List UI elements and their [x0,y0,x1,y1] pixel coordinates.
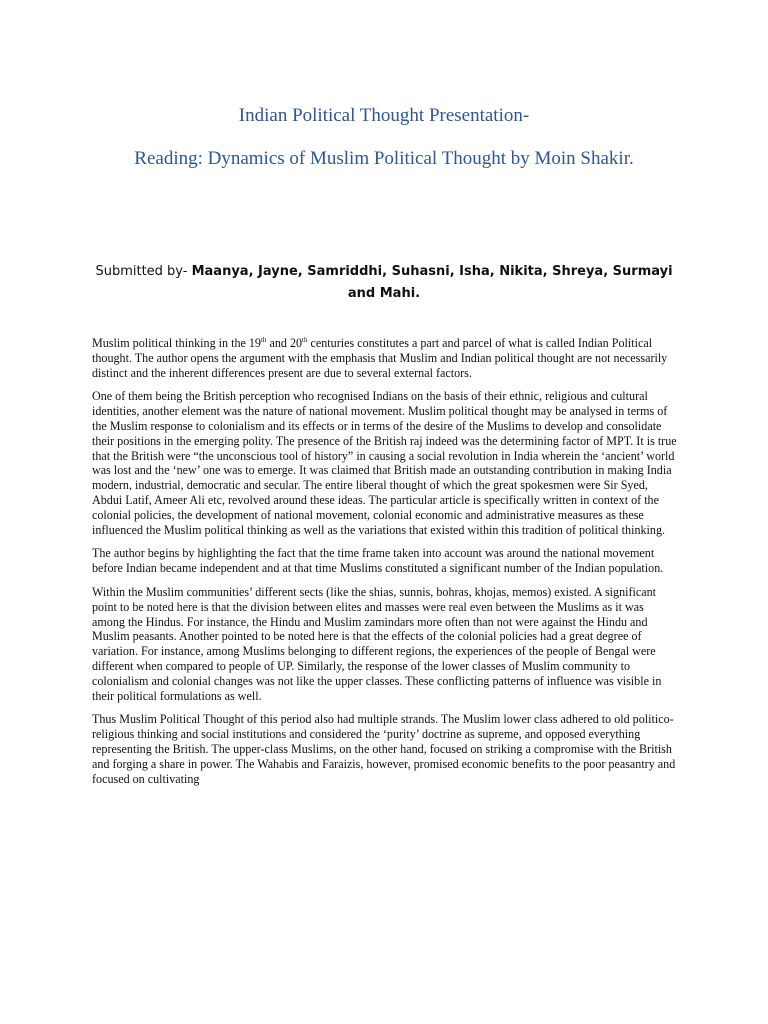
paragraph-3: The author begins by highlighting the fact that the time frame taken into account was around the national movement before Indian became independent and at that time Muslims constituted a significant number of the Indian population. [92,546,664,576]
paragraph-4: Within the Muslim communities’ different sects (like the shias, sunnis, bohras, khojas, memos) existed. A significant point to be noted here is that the division between elites and masses were real even between the Muslims as it was among the Hindus. For instance, the Hindu and Muslim zamindars more often than not were against the Hindu and Muslim peasants. Another pointed to be noted here is that the effects of the colonial policies had a great degree of variation. For instance, among Muslims belonging to different regions, the experiences of the people of Bengal were different when compared to people of UP. Similarly, the response of the lower classes of Muslim community to colonialism and colonial changes was not like the upper classes. These conflicting patterns of influence was visible in their political formulations as well. [92,584,662,703]
superscript-th: th [302,335,308,344]
document-title: Indian Political Thought Presentation- [238,105,530,126]
paragraph-2: One of them being the British perception who recognised Indians on the basis of their ethnic, religious and cultural identities, another element was the nature of national movement. Muslim political thought may be analysed in terms of the Muslim response to colonialism and its effects or in terms of the desire of the Muslims to develop and consolidate their positions in the emerging polity. The presence of the British raj indeed was the determining factor of MPT. It is true that the British were “the unconscious tool of history” in causing a social revolution in India wherein the ‘ancient’ world was lost and the ‘new’ one was to emerge. It was claimed that British made an outstanding contribution in making India modern, industrial, democratic and secular. The entire liberal thought of which the great spokesmen were Sir Syed, Abdui Latif, Ameer Ali etc, revolved around these ideas. The particular article is specifically written in context of the colonial policies, the development of national movement, colonial economic and administrative measures as these influenced the Muslim political thinking as well as the variations that existed within this tradition of political thinking. [92,389,677,537]
paragraph-1-text-c: centuries constitutes a part and parcel of what is called Indian Political thought. The author opens the argument with the emphasis that Muslim and Indian political thought are not necessarily distinct and the inherent differences present are due to several external factors. [92,336,668,380]
paragraph-1 [92,336,678,380]
submitted-by-names: Maanya, Jayne, Samriddhi, Suhasni, Isha, Nikita, Shreya, Surmayi and Mahi. [191,264,673,301]
superscript-th: th [260,335,267,344]
paragraph-5: Thus Muslim Political Thought of this period also had multiple strands. The Muslim lower class adhered to old politico-religious thinking and social institutions and considered the ‘purity’ doctrine as supreme, and opposed everything representing the British. The upper-class Muslims, on the other hand, focused on striking a compromise with the British and forging a share in power. The Wahabis and Faraizis, however, promised economic benefits to the poor peasantry and focused on cultivating [92,712,676,786]
document-subtitle: Reading: Dynamics of Muslim Political Thought by Moin Shakir. [134,148,634,169]
submitted-by-label: Submitted by- [95,264,192,279]
submitted-by-line [88,261,680,305]
paragraph-1-text-a: Muslim political thinking in the 19 [92,336,261,350]
paragraph-1-text-b: and 20 [266,336,303,350]
document-body [92,336,678,795]
